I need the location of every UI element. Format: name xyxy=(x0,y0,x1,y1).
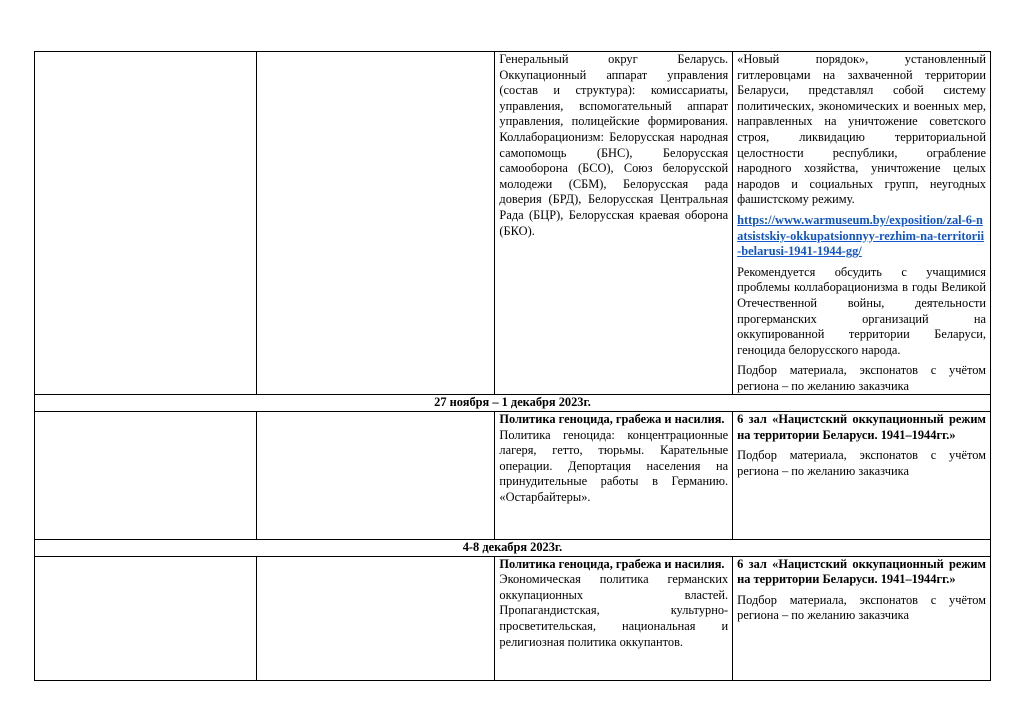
topic-text: Генеральный округ Беларусь. Оккупационный аппарат управления (состав и структура): комиссариаты, управления, вспомогательный аппарат управления, полицейские формирования. Коллаборационизм: Белорусская народная самопомощь (БНС), Белорусская самооборона (БСО), Союз белорусской молодежи (СБМ), Белорусская рада доверия (БРД), Белорусская Центральная Рада (БЦР), Белорусская краевая оборона (БКО). xyxy=(499,52,729,238)
empty-cell xyxy=(256,412,495,540)
topic-text: Политика геноцида: концентрационные лагеря, гетто, тюрьмы. Карательные операции. Депортация населения на принудительные работы в Германию. «Остарбайтеры». xyxy=(499,427,729,505)
empty-cell xyxy=(35,556,257,680)
date-heading: 4-8 декабря 2023г. xyxy=(35,540,991,557)
notes-paragraph: Подбор материала, экспонатов с учётом региона – по желанию заказчика xyxy=(737,448,986,478)
empty-cell xyxy=(256,52,495,395)
topic-text: Экономическая политика германских оккупационных властей. Пропагандистская, культурно-просветительская, национальная и религиозная политика оккупантов. xyxy=(499,572,729,649)
table-row xyxy=(35,556,991,680)
notes-paragraph: Подбор материала, экспонатов с учётом региона – по желанию заказчика xyxy=(737,592,986,623)
notes-cell xyxy=(733,556,991,680)
topic-title: Политика геноцида, грабежа и насилия. xyxy=(499,412,725,427)
date-heading: 27 ноября – 1 декабря 2023г. xyxy=(35,395,991,412)
hall-title: 6 зал «Нацистский оккупационный режим на территории Беларуси. 1941–1944гг.» xyxy=(737,412,986,442)
notes-paragraph: Подбор материала, экспонатов с учётом региона – по желанию заказчика xyxy=(737,363,986,393)
empty-cell xyxy=(35,52,257,395)
museum-link[interactable]: https://www.warmuseum.by/exposition/zal-6-natsistskiy-okkupatsionnyy-rezhim-na-territorii-belarusi-1941-1944-gg/ xyxy=(737,212,985,259)
notes-cell xyxy=(733,412,991,540)
date-row xyxy=(35,540,991,557)
hall-title: 6 зал «Нацистский оккупационный режим на территории Беларуси. 1941–1944гг.» xyxy=(737,556,986,587)
table-row xyxy=(35,412,991,540)
empty-cell xyxy=(35,412,257,540)
notes-paragraph: Рекомендуется обсудить с учащимися проблемы коллаборационизма в годы Великой Отечественной войны, деятельности прогерманских организаций на оккупированной территории Беларуси, геноцида белорусского народа. xyxy=(737,264,986,357)
notes-paragraph: «Новый порядок», установленный гитлеровцами на захваченной территории Беларуси, представлял собой систему политических, экономических и военных мер, направленных на уничтожение советского строя, ликвидацию территориальной целостности республики, ограбление народного хозяйства, уничтожение целых народов и социальных групп, неугодных фашистскому режиму. xyxy=(737,52,986,207)
topic-cell xyxy=(495,556,733,680)
table-row xyxy=(35,52,991,395)
topic-cell xyxy=(495,412,733,540)
empty-cell xyxy=(256,556,495,680)
topic-cell xyxy=(495,52,733,395)
notes-cell xyxy=(733,52,991,395)
date-row xyxy=(35,395,991,412)
topic-title: Политика геноцида, грабежа и насилия. xyxy=(499,556,725,571)
schedule-table xyxy=(34,51,991,681)
